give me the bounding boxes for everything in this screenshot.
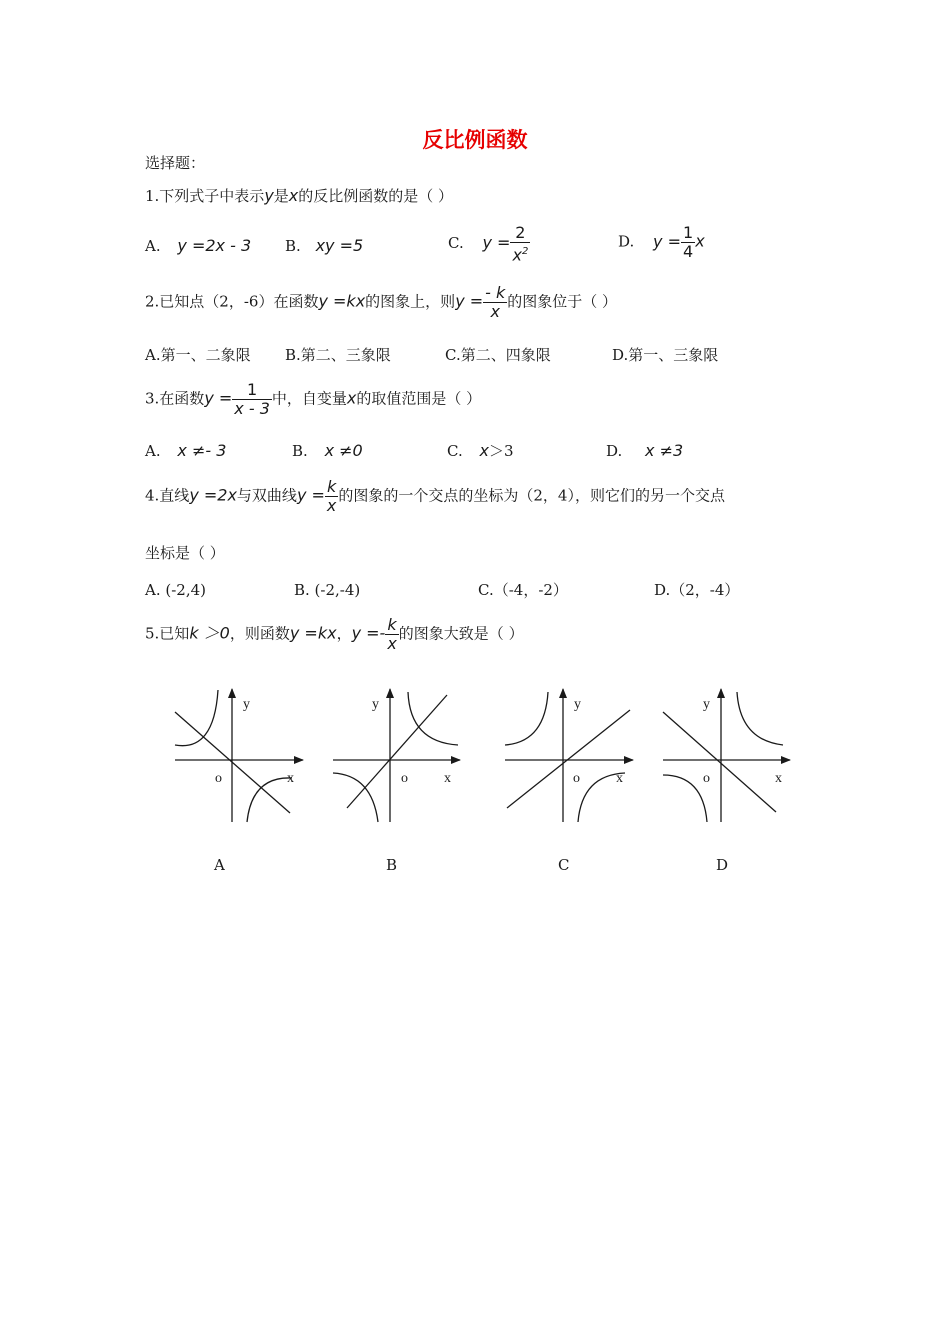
q5-condition: k ＞0 xyxy=(189,623,230,643)
graph-c-y-label: y xyxy=(574,697,581,712)
q2-option-d: D.第一、三象限 xyxy=(612,346,719,364)
q1-option-d-label: D. xyxy=(618,232,635,251)
q1-option-a-label: A. xyxy=(145,237,161,255)
q4-option-b: B. (-2,-4) xyxy=(294,581,361,599)
q3-stem-part-c: 的取值范围是（ ） xyxy=(356,389,482,408)
graph-d-curve-upper xyxy=(737,692,783,745)
section-heading: 选择题： xyxy=(145,154,206,172)
q5-expr-linear: y =kx xyxy=(289,623,337,643)
q4-denominator: x xyxy=(326,496,337,515)
graph-a-x-label: x xyxy=(287,771,294,786)
q3-option-b-label: B. xyxy=(292,442,308,460)
q2-denominator: x xyxy=(490,302,500,321)
graph-b-origin-label: o xyxy=(401,771,408,786)
q5-stem-part-b: ，则函数 xyxy=(229,624,290,643)
q4-option-d: D.（2，-4） xyxy=(654,581,740,599)
q2-expr-linear: y =kx xyxy=(318,291,366,311)
q2-stem-part-c: 的图象位于（ ） xyxy=(507,292,618,311)
graph-c xyxy=(505,689,633,822)
q1-option-c-label: C. xyxy=(448,234,464,253)
q3-option-a-label: A. xyxy=(145,442,161,460)
graph-a-curve-lower xyxy=(247,778,292,822)
q4-stem-part-c: 的图象的一个交点的坐标为（2，4），则它们的另一个交点 xyxy=(338,486,725,505)
q3-numerator: 1 xyxy=(232,381,272,400)
q1-stem-part-c: 的反比例函数的是（ ） xyxy=(298,187,454,205)
q5-numerator: k xyxy=(385,616,398,635)
q3-option-c-rest: ＞3 xyxy=(488,442,514,460)
graph-d-origin-label: o xyxy=(703,771,710,786)
q4-stem-part-d: 坐标是（ ） xyxy=(145,544,225,562)
q3-option-a-expr: x ≠- 3 xyxy=(177,441,227,460)
q3-denominator: x - 3 xyxy=(234,399,270,418)
q1-option-d-lhs: y = xyxy=(653,231,682,251)
q2-option-b: B.第二、三象限 xyxy=(285,346,391,364)
q3-var-x: x xyxy=(346,388,357,408)
graph-b-line xyxy=(347,695,447,808)
graph-c-label: C xyxy=(558,856,570,874)
q3-stem-part-a: 3.在函数 xyxy=(145,389,205,408)
graph-d-x-label: x xyxy=(775,771,782,786)
q1-option-c-den-base: x xyxy=(512,245,522,265)
q3-option-d-label: D. xyxy=(606,442,623,460)
q1-option-c-numerator: 2 xyxy=(510,224,530,243)
graph-b-y-label: y xyxy=(372,697,379,712)
graph-b xyxy=(333,689,460,822)
page-title: 反比例函数 xyxy=(422,128,528,152)
q3-option-b-expr: x ≠0 xyxy=(324,441,363,460)
q1-var-y: y xyxy=(264,186,274,205)
q3-stem-part-b: 中，自变量 xyxy=(271,389,347,408)
q2-stem-part-a: 2.已知点（2，-6）在函数 xyxy=(145,292,319,311)
q4-option-a: A. (-2,4) xyxy=(145,581,206,599)
q3-option-c-var: x xyxy=(479,441,489,460)
q5-stem-part-a: 5.已知 xyxy=(145,624,190,643)
q4-stem-part-a: 4.直线 xyxy=(145,486,190,505)
graph-d-line xyxy=(663,712,776,812)
q2-lhs: y = xyxy=(455,291,484,311)
q4-stem-part-b: 与双曲线 xyxy=(236,486,297,505)
q3-option-d-expr: x ≠3 xyxy=(645,441,684,460)
q1-option-a-expr: y =2x - 3 xyxy=(177,236,252,255)
q1-option-b-label: B. xyxy=(285,237,301,255)
graph-d xyxy=(663,689,790,822)
q5-denominator: x xyxy=(387,634,397,653)
q4-lhs: y = xyxy=(296,485,325,505)
q2-option-a: A.第一、二象限 xyxy=(145,346,251,364)
q1-option-c-den-exponent: 2 xyxy=(521,246,529,257)
graph-a-label: A xyxy=(214,856,225,874)
graph-a xyxy=(175,689,303,822)
graph-c-origin-label: o xyxy=(573,771,580,786)
graph-a-y-label: y xyxy=(243,697,250,712)
graph-c-line xyxy=(507,710,630,808)
graph-c-x-label: x xyxy=(616,771,623,786)
q1-stem-part-a: 1.下列式子中表示 xyxy=(145,187,265,205)
graph-d-curve-lower xyxy=(663,775,707,822)
q4-option-c: C.（-4，-2） xyxy=(478,581,568,599)
graph-c-curve-upper xyxy=(505,692,548,745)
graph-b-label: B xyxy=(386,856,398,874)
q1-var-x: x xyxy=(288,186,299,205)
q2-stem-part-b: 的图象上，则 xyxy=(365,292,456,311)
q3-option-c-label: C. xyxy=(447,442,463,460)
q5-stem-part-c: 的图象大致是（ ） xyxy=(398,624,524,643)
q2-option-c: C.第二、四象限 xyxy=(445,346,551,364)
q3-lhs: y = xyxy=(204,388,233,408)
q1-option-d-numerator: 1 xyxy=(683,223,694,242)
q5-lhs: y =- xyxy=(351,623,386,643)
q5-comma: ， xyxy=(336,624,352,643)
graph-d-label: D xyxy=(716,856,729,874)
q2-numerator: - k xyxy=(485,283,506,302)
q1-option-d-rhs: x xyxy=(695,231,705,251)
graph-d-y-label: y xyxy=(703,697,710,712)
graph-b-x-label: x xyxy=(444,771,451,786)
graph-a-origin-label: o xyxy=(215,771,222,786)
graph-b-curve-upper xyxy=(408,692,458,745)
q1-option-c-lhs: y = xyxy=(482,233,511,253)
q1-option-d-denominator: 4 xyxy=(683,242,694,261)
q1-option-b-expr: xy =5 xyxy=(315,236,364,255)
q1-stem-part-b: 是 xyxy=(273,187,289,205)
q4-expr-linear: y =2x xyxy=(189,485,237,505)
q4-numerator: k xyxy=(325,478,338,497)
